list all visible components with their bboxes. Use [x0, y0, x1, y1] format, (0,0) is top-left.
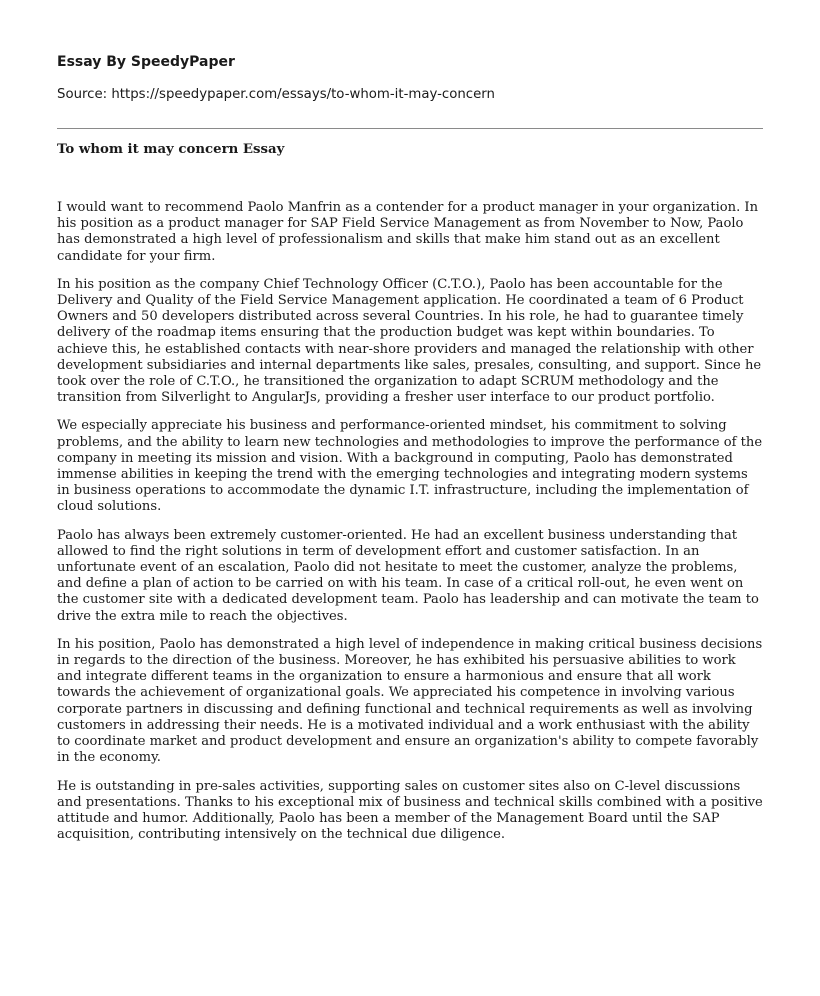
paragraph: In his position, Paolo has demonstrated a high level of independence in making critical business decisions in regards to the direction of the business. Moreover, he has exhibited his persuasive abilities to work and integrate different teams in the organization to ensure a harmonious and ensure that all work towards the achievement of organizational goals. We appreciated his competence in involving various corporate partners in discussing and defining functional and technical requirements as well as involving customers in addressing their needs. He is a motivated individual and a work enthusiast with the ability to coordinate market and product development and ensure an organization's ability to compete favorably in the economy. [57, 636, 763, 766]
source-link[interactable]: Source: https://speedypaper.com/essays/to-whom-it-may-concern [57, 87, 495, 102]
paragraph: We especially appreciate his business and performance-oriented mindset, his commitment to solving problems, and the ability to learn new technologies and methodologies to improve the performance of the company in meeting its mission and vision. With a background in computing, Paolo has demonstrated immense abilities in keeping the trend with the emerging technologies and integrating modern systems in business operations to accommodate the dynamic I.T. infrastructure, including the implementation of cloud solutions. [57, 418, 763, 515]
essay-title: To whom it may concern Essay [57, 142, 285, 157]
essay-body [57, 200, 763, 855]
paragraph: Paolo has always been extremely customer-oriented. He had an excellent business understanding that allowed to find the right solutions in term of development effort and customer satisfaction. In an unfortunate event of an escalation, Paolo did not hesitate to meet the customer, analyze the problems, and define a plan of action to be carried on with his team. In case of a critical roll-out, he even went on the customer site with a dedicated development team. Paolo has leadership and can motivate the team to drive the extra mile to reach the objectives. [57, 527, 759, 624]
paragraph: He is outstanding in pre-sales activities, supporting sales on customer sites also on C-level discussions and presentations. Thanks to his exceptional mix of business and technical skills combined with a positive attitude and humor. Additionally, Paolo has been a member of the Management Board until the SAP acquisition, contributing intensively on the technical due diligence. [57, 778, 763, 843]
paragraph: In his position as the company Chief Technology Officer (C.T.O.), Paolo has been accountable for the Delivery and Quality of the Field Service Management application. He coordinated a team of 6 Product Owners and 50 developers distributed across several Countries. In his role, he had to guarantee timely delivery of the roadmap items ensuring that the production budget was kept within boundaries. To achieve this, he established contacts with near-shore providers and managed the relationship with other development subsidiaries and internal departments like sales, presales, consulting, and support. Since he took over the role of C.T.O., he transitioned the organization to adapt SCRUM methodology and the transition from Silverlight to AngularJs, providing a fresher user interface to our product portfolio. [57, 276, 762, 406]
paragraph: I would want to recommend Paolo Manfrin as a contender for a product manager in your organization. In his position as a product manager for SAP Field Service Management as from November to Now, Paolo has demonstrated a high level of professionalism and skills that make him stand out as an excellent candidate for your firm. [57, 200, 759, 264]
header-title: Essay By SpeedyPaper [57, 54, 235, 70]
divider [57, 128, 763, 129]
